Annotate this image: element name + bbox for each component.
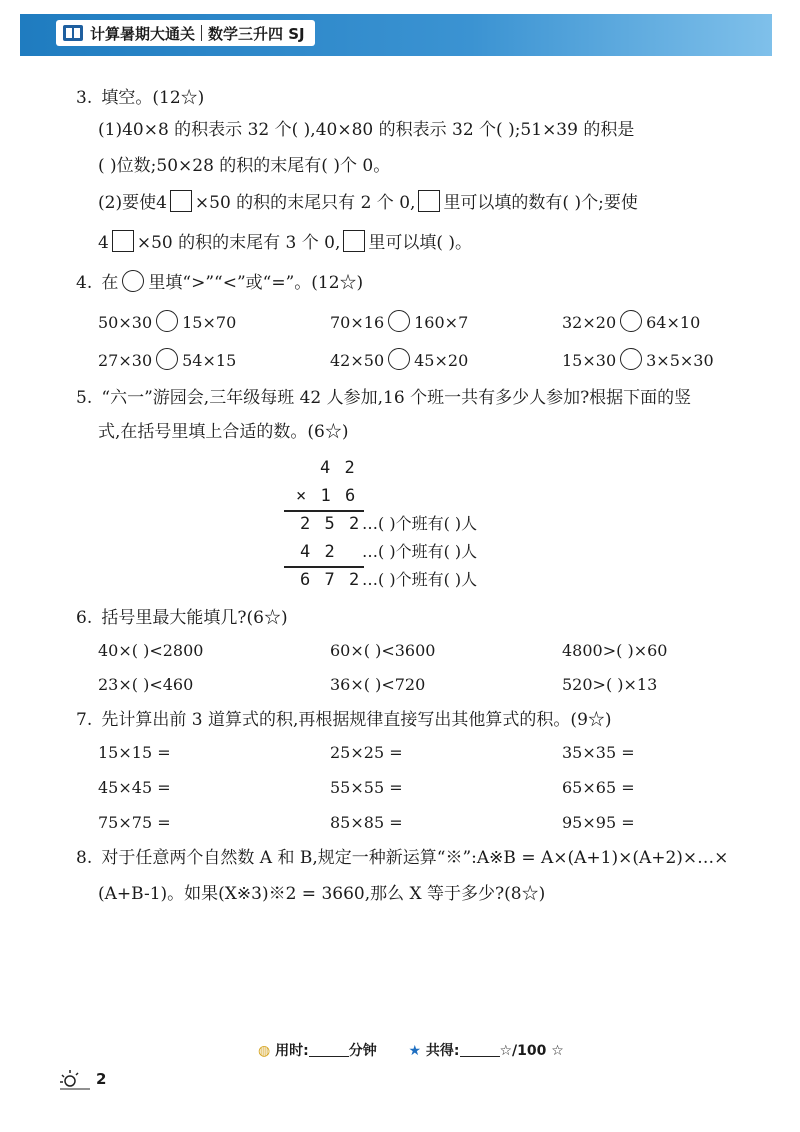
- q4-right: 3×5×30: [646, 351, 714, 370]
- q4-item: [330, 348, 468, 372]
- q3-line-4-part-a: 4: [98, 233, 109, 253]
- q4-right: 15×70: [182, 313, 237, 332]
- q6-item: 520>( )×13: [562, 675, 658, 694]
- q4-right: 64×10: [646, 313, 701, 332]
- q3-line-3-part-c: 里可以填的数有( )个;要使: [443, 193, 638, 213]
- q7-item: 25×25 =: [330, 743, 403, 762]
- clock-icon: ◍: [258, 1043, 271, 1059]
- q5-line-1: “六一”游园会,三年级每班 42 人参加,16 个班一共有多少人参加?根据下面的竖: [101, 388, 692, 408]
- series-title: 计算暑期大通关: [90, 24, 196, 43]
- answer-box[interactable]: [418, 190, 440, 212]
- q7-item: 75×75 =: [98, 813, 171, 832]
- vertical-multiplicand: 4 2: [320, 458, 357, 478]
- q4-item: [562, 310, 700, 334]
- q7-item: 65×65 =: [562, 778, 635, 797]
- q4-left: 15×30: [562, 351, 617, 370]
- q3-line-4-part-b: ×50 的积的末尾有 3 个 0,: [136, 233, 341, 253]
- q4-left: 27×30: [98, 351, 153, 370]
- q6-item: 36×( )<720: [330, 675, 426, 694]
- header-divider: [201, 25, 202, 41]
- time-label: 用时:: [275, 1043, 309, 1059]
- total-product: 6 7 2: [300, 570, 362, 590]
- q4-heading: [76, 270, 363, 295]
- subject-title: 数学三升四 SJ: [208, 24, 305, 43]
- q7-item: 85×85 =: [330, 813, 403, 832]
- answer-box[interactable]: [343, 230, 365, 252]
- book-icon: [62, 24, 84, 42]
- q4-left: 50×30: [98, 313, 153, 332]
- q4-left: 42×50: [330, 351, 385, 370]
- answer-box[interactable]: [170, 190, 192, 212]
- q8-line-2: (A+B-1)。如果(X※3)※2 = 3660,那么 X 等于多少?(8☆): [98, 884, 546, 904]
- q6-item: 40×( )<2800: [98, 641, 204, 660]
- q3-line-4: [98, 230, 472, 255]
- q3-line-3: [98, 190, 638, 215]
- q5-line-2: 式,在括号里填上合适的数。(6☆): [98, 422, 349, 442]
- q3-title: 填空。(12☆): [101, 88, 205, 108]
- answer-box[interactable]: [112, 230, 134, 252]
- q3-line-2: ( )位数;50×28 的积的末尾有( )个 0。: [98, 156, 391, 176]
- q7-number: 7.: [76, 710, 93, 730]
- q8-number: 8.: [76, 848, 93, 868]
- score-blank[interactable]: [460, 1042, 500, 1057]
- score-total: ☆/100 ☆: [499, 1043, 564, 1059]
- q8-line-1: 对于任意两个自然数 A 和 B,规定一种新运算“※”:A※B = A×(A+1)×(A+2)×…×: [101, 848, 729, 868]
- sun-icon: [60, 1067, 90, 1091]
- q3-number: 3.: [76, 88, 93, 108]
- q6-item: 60×( )<3600: [330, 641, 436, 660]
- q6-heading: [76, 606, 288, 630]
- q4-item: [330, 310, 468, 334]
- q6-item: 4800>( )×60: [562, 641, 668, 660]
- q7-item: 95×95 =: [562, 813, 635, 832]
- partial-note-2: …( )个班有( )人: [362, 542, 478, 561]
- compare-circle[interactable]: [388, 348, 410, 370]
- q4-right: 45×20: [414, 351, 469, 370]
- q4-title-a: 在: [101, 273, 119, 293]
- q3-line-4-part-c: 里可以填( )。: [368, 233, 473, 253]
- q6-number: 6.: [76, 608, 93, 628]
- partial-note-1: …( )个班有( )人: [362, 514, 478, 533]
- q7-item: 35×35 =: [562, 743, 635, 762]
- vertical-multiplier: × 1 6: [296, 486, 358, 506]
- q7-item: 55×55 =: [330, 778, 403, 797]
- q3-heading: [76, 86, 204, 110]
- q3-line-3-part-b: ×50 的积的末尾只有 2 个 0,: [194, 193, 416, 213]
- partial-product-2: 4 2: [300, 542, 337, 562]
- time-blank[interactable]: [309, 1042, 349, 1057]
- q3-line-3-part-a: (2)要使4: [98, 193, 167, 213]
- q4-number: 4.: [76, 273, 93, 293]
- q6-item: 23×( )<460: [98, 675, 194, 694]
- star-icon: ★: [408, 1043, 422, 1059]
- q4-left: 70×16: [330, 313, 385, 332]
- header-title-bar: [56, 20, 315, 46]
- q3-line-1: (1)40×8 的积表示 32 个( ),40×80 的积表示 32 个( );51×39 的积是: [98, 120, 635, 140]
- q4-left: 32×20: [562, 313, 617, 332]
- score-label: 共得:: [425, 1043, 460, 1059]
- q7-title: 先计算出前 3 道算式的积,再根据规律直接写出其他算式的积。(9☆): [101, 710, 612, 730]
- compare-circle-icon: [122, 270, 144, 292]
- q5-heading: [76, 386, 691, 410]
- compare-circle[interactable]: [620, 348, 642, 370]
- q4-title-b: 里填“>”“<”或“=”。(12☆): [148, 273, 364, 293]
- compare-circle[interactable]: [620, 310, 642, 332]
- compare-circle[interactable]: [388, 310, 410, 332]
- q4-item: [98, 348, 236, 372]
- q4-item: [562, 348, 714, 372]
- compare-circle[interactable]: [156, 310, 178, 332]
- q6-title: 括号里最大能填几?(6☆): [101, 608, 288, 628]
- q5-number: 5.: [76, 388, 93, 408]
- time-unit: 分钟: [348, 1043, 377, 1059]
- q7-heading: [76, 708, 612, 732]
- q8-heading: [76, 846, 728, 870]
- compare-circle[interactable]: [156, 348, 178, 370]
- q4-item: [98, 310, 236, 334]
- total-note: …( )个班有( )人: [362, 570, 478, 589]
- footer-score: [258, 1040, 564, 1060]
- partial-product-1: 2 5 2: [300, 514, 362, 534]
- page-number: 2: [96, 1070, 107, 1088]
- q4-right: 54×15: [182, 351, 237, 370]
- q7-item: 15×15 =: [98, 743, 171, 762]
- q7-item: 45×45 =: [98, 778, 171, 797]
- q4-right: 160×7: [414, 313, 469, 332]
